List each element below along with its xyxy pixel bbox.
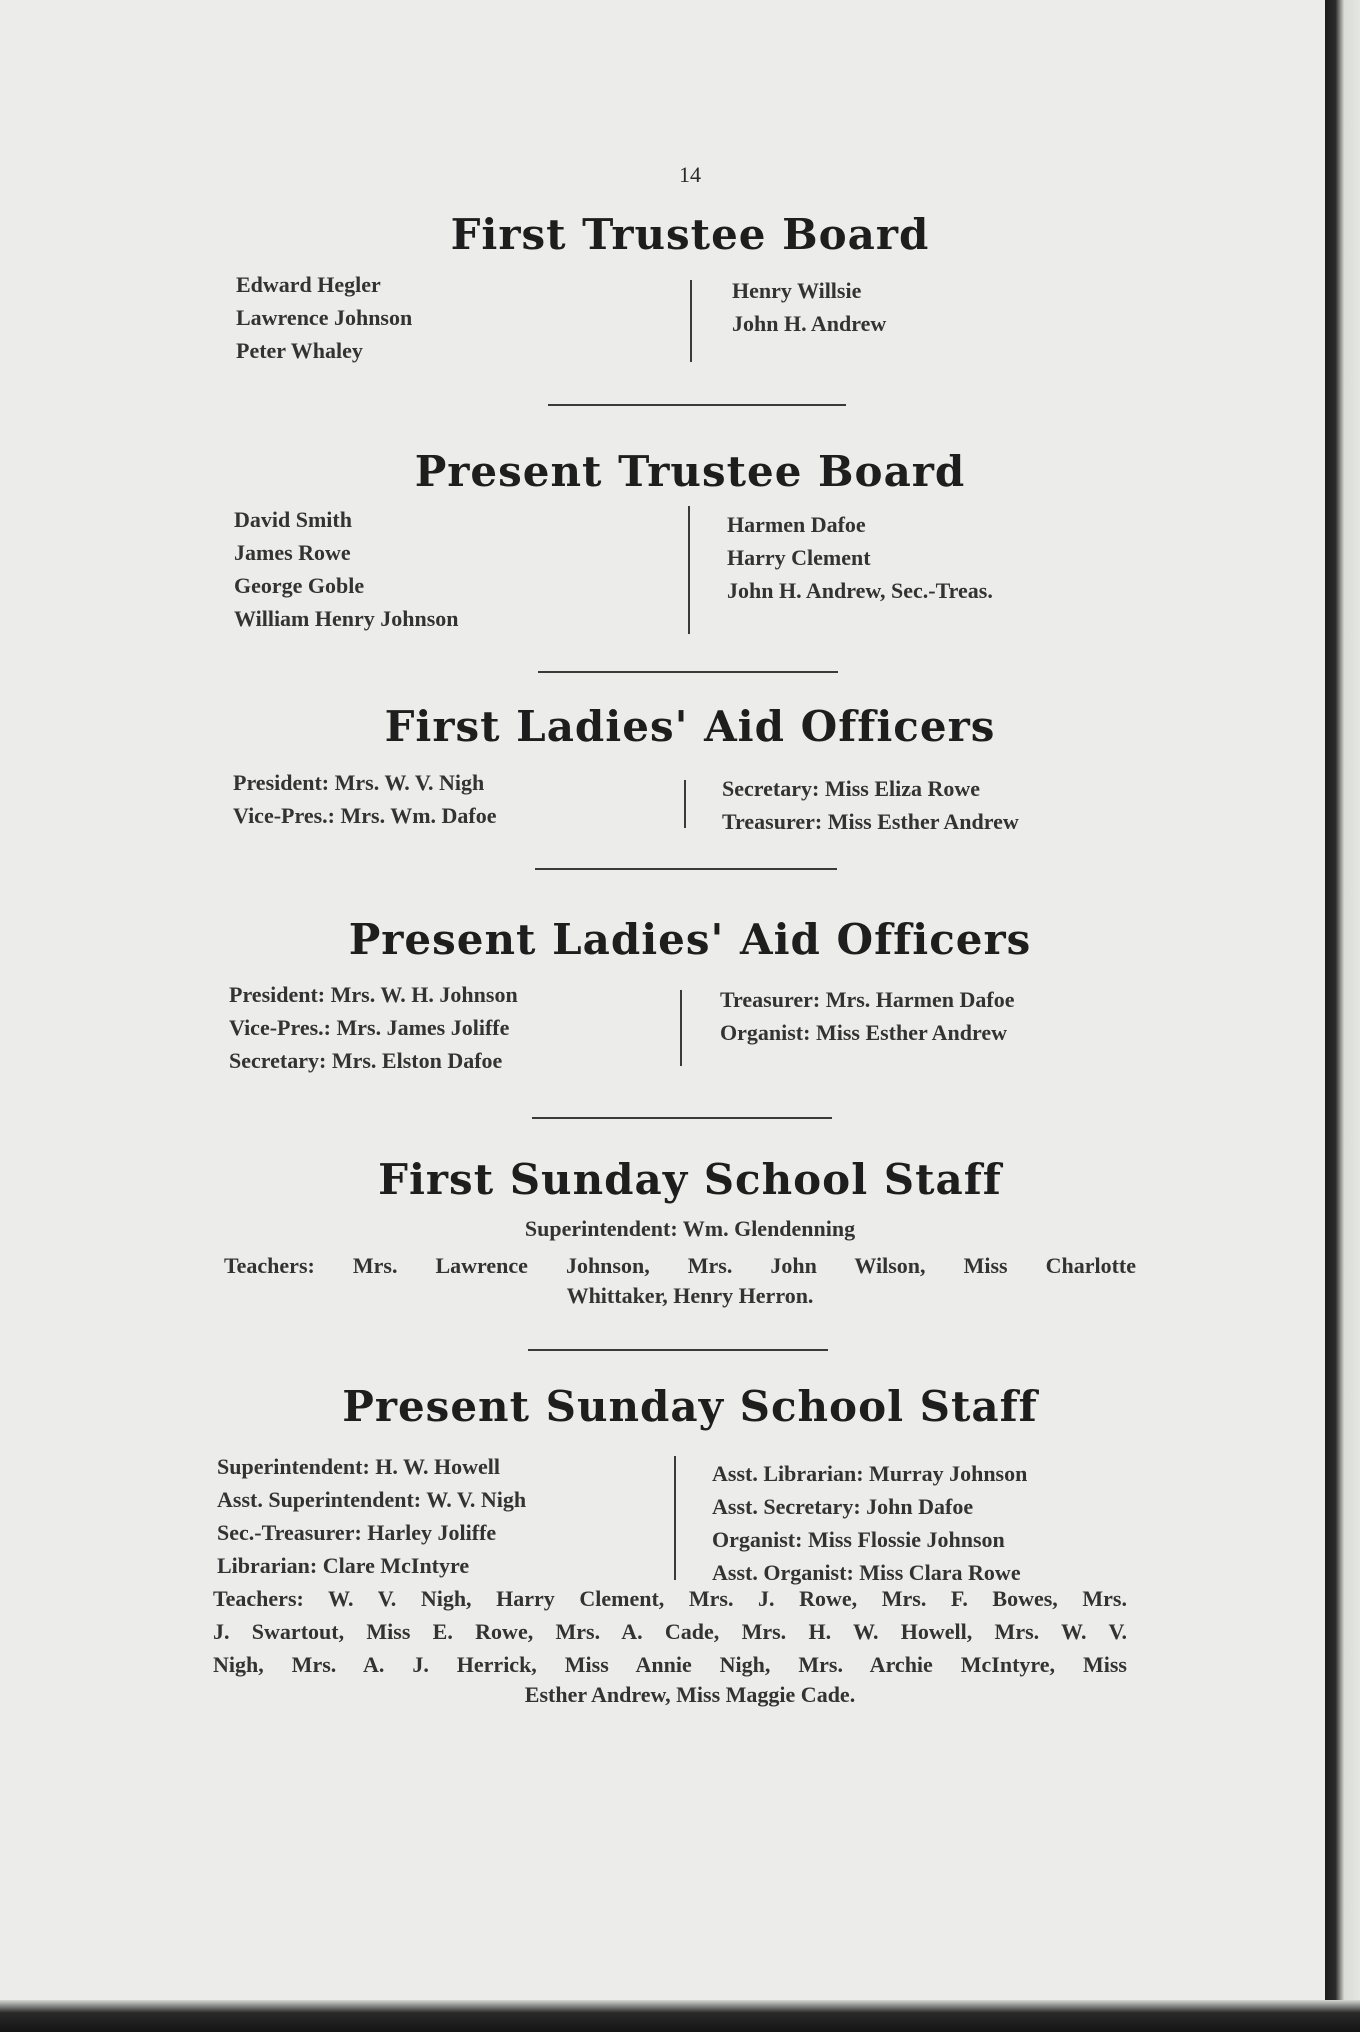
page-edge-bottom bbox=[0, 2000, 1360, 2032]
first-trustee-right-column bbox=[732, 274, 886, 340]
section-divider bbox=[548, 404, 846, 406]
first-ladies-aid-right-column bbox=[722, 772, 1019, 838]
column-divider bbox=[690, 280, 692, 362]
first-ss-teachers-line: Teachers: Mrs. Lawrence Johnson, Mrs. John Wilson, Miss Charlotte bbox=[224, 1253, 1136, 1278]
present-ladies-aid-right-column bbox=[720, 983, 1014, 1049]
heading-present-trustee-board: Present Trustee Board bbox=[414, 447, 966, 496]
first-ss-teachers-continuation: Whittaker, Henry Herron. bbox=[566, 1283, 814, 1308]
first-trustee-left-column bbox=[236, 268, 412, 367]
list-item: Treasurer: Mrs. Harmen Dafoe bbox=[720, 987, 1015, 1012]
present-ss-left-column bbox=[217, 1450, 526, 1582]
list-item: Secretary: Mrs. Elston Dafoe bbox=[229, 1048, 503, 1073]
first-ss-superintendent: Superintendent: Wm. Glendenning bbox=[524, 1216, 856, 1241]
first-ladies-aid-left-column bbox=[233, 766, 497, 832]
heading-first-sunday-school: First Sunday School Staff bbox=[378, 1155, 1002, 1204]
section-divider bbox=[538, 671, 838, 673]
present-trustee-right-column bbox=[727, 508, 993, 607]
list-item: Sec.-Treasurer: Harley Joliffe bbox=[217, 1520, 497, 1545]
list-item: David Smith bbox=[234, 507, 352, 532]
list-item: Harry Clement bbox=[727, 545, 871, 570]
present-ss-teachers-last-line: Esther Andrew, Miss Maggie Cade. bbox=[524, 1682, 856, 1707]
list-item: Vice-Pres.: Mrs. Wm. Dafoe bbox=[233, 803, 497, 828]
list-item: Asst. Superintendent: W. V. Nigh bbox=[217, 1487, 527, 1512]
present-ss-right-column bbox=[712, 1457, 1027, 1589]
list-item: Treasurer: Miss Esther Andrew bbox=[722, 809, 1019, 834]
list-item: Lawrence Johnson bbox=[236, 305, 413, 330]
heading-first-trustee-board: First Trustee Board bbox=[450, 210, 930, 259]
heading-present-sunday-school: Present Sunday School Staff bbox=[342, 1382, 1038, 1431]
list-item: President: Mrs. W. V. Nigh bbox=[233, 770, 485, 795]
list-item: Organist: Miss Esther Andrew bbox=[720, 1020, 1008, 1045]
heading-present-ladies-aid: Present Ladies' Aid Officers bbox=[348, 915, 1032, 964]
list-item: Vice-Pres.: Mrs. James Joliffe bbox=[229, 1015, 510, 1040]
column-divider bbox=[674, 1456, 676, 1580]
list-item: John H. Andrew bbox=[732, 311, 887, 336]
list-item: Librarian: Clare McIntyre bbox=[217, 1553, 470, 1578]
list-item: Peter Whaley bbox=[236, 338, 363, 363]
present-ss-teachers-line: Nigh, Mrs. A. J. Herrick, Miss Annie Nigh, Mrs. Archie McIntyre, Miss bbox=[213, 1652, 1127, 1677]
column-divider bbox=[684, 780, 686, 828]
section-divider bbox=[532, 1117, 832, 1119]
list-item: Henry Willsie bbox=[732, 278, 862, 303]
column-divider bbox=[680, 990, 682, 1066]
column-divider bbox=[688, 506, 690, 634]
heading-first-ladies-aid: First Ladies' Aid Officers bbox=[384, 702, 996, 751]
list-item: Superintendent: H. W. Howell bbox=[217, 1454, 500, 1479]
present-ladies-aid-left-column bbox=[229, 978, 518, 1077]
list-item: Harmen Dafoe bbox=[727, 512, 866, 537]
list-item: Secretary: Miss Eliza Rowe bbox=[722, 776, 981, 801]
list-item: Edward Hegler bbox=[236, 272, 381, 297]
list-item: Asst. Secretary: John Dafoe bbox=[712, 1494, 974, 1519]
present-ss-teachers-line: Teachers: W. V. Nigh, Harry Clement, Mrs. J. Rowe, Mrs. F. Bowes, Mrs. bbox=[213, 1586, 1127, 1611]
section-divider bbox=[535, 868, 837, 870]
list-item: William Henry Johnson bbox=[234, 606, 459, 631]
list-item: James Rowe bbox=[234, 540, 351, 565]
list-item: John H. Andrew, Sec.-Treas. bbox=[727, 578, 993, 603]
section-divider bbox=[528, 1349, 828, 1351]
list-item: Asst. Librarian: Murray Johnson bbox=[712, 1461, 1028, 1486]
page-edge-right bbox=[1325, 0, 1360, 2032]
page-number: 14 bbox=[679, 162, 701, 187]
list-item: Asst. Organist: Miss Clara Rowe bbox=[712, 1560, 1021, 1585]
list-item: Organist: Miss Flossie Johnson bbox=[712, 1527, 1005, 1552]
present-trustee-left-column bbox=[234, 503, 459, 635]
list-item: President: Mrs. W. H. Johnson bbox=[229, 982, 518, 1007]
present-ss-teachers-line: J. Swartout, Miss E. Rowe, Mrs. A. Cade, Mrs. H. W. Howell, Mrs. W. V. bbox=[213, 1619, 1127, 1644]
list-item: George Goble bbox=[234, 573, 365, 598]
